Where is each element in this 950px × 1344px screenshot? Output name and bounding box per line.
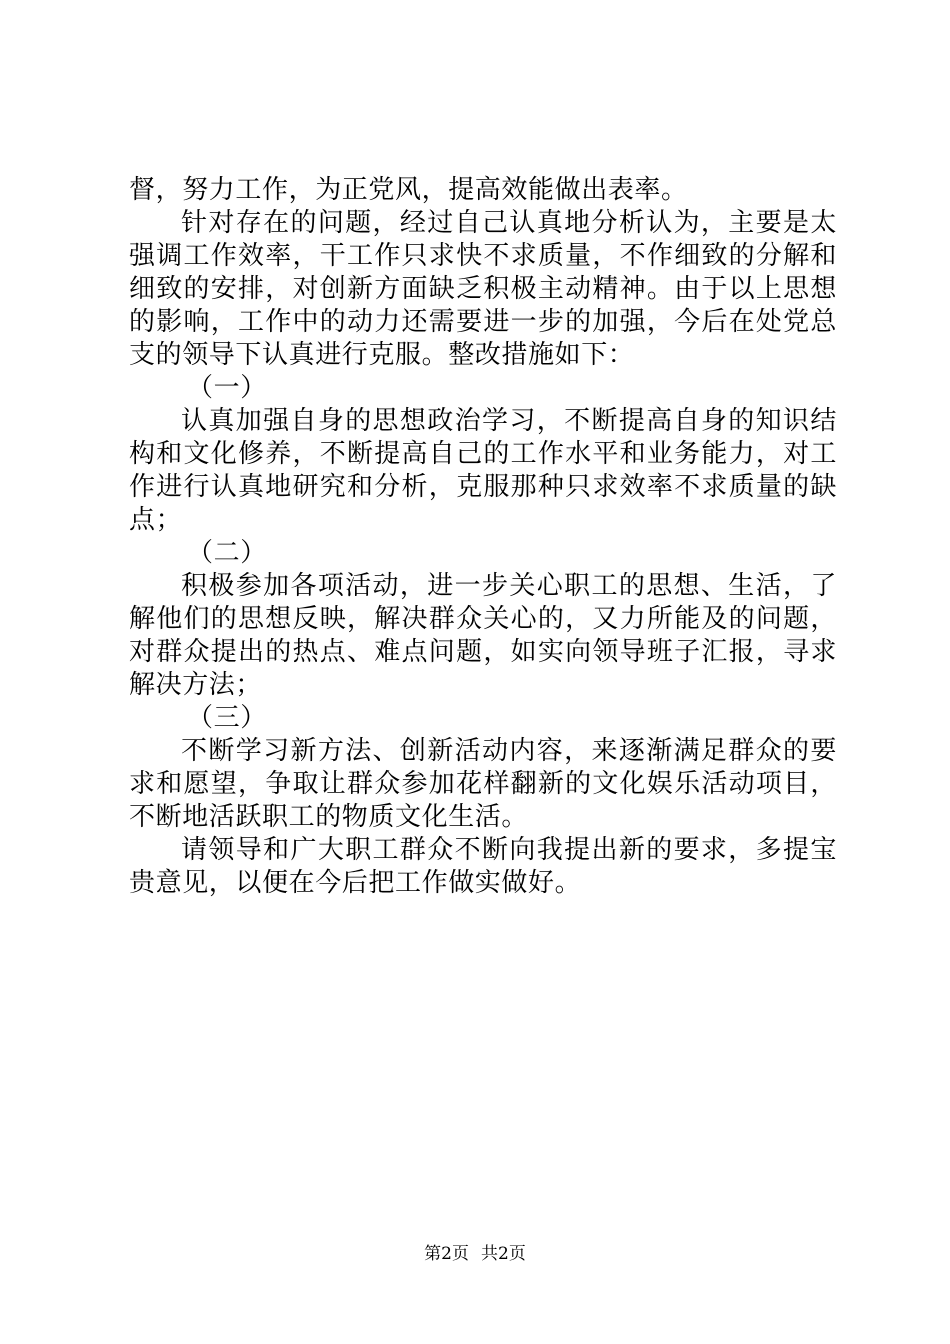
- page-number: 第2页: [424, 1244, 469, 1264]
- section-marker-3: （三）: [187, 703, 267, 733]
- paragraph-measure-2: 积极参加各项活动，进一步关心职工的思想、生活，了解他们的思想反映，解决群众关心的，又力所能及的问题，对群众提出的热点、难点问题，如实向领导班子汇报，寻求解决方法；: [129, 571, 837, 700]
- section-marker-2: （二）: [187, 538, 267, 568]
- paragraph-problem-analysis: 针对存在的问题，经过自己认真地分析认为，主要是太强调工作效率，干工作只求快不求质量，不作细致的分解和细致的安排，对创新方面缺乏积极主动精神。由于以上思想的影响，工作中的动力还需要进一步的加强，今后在处党总支的领导下认真进行克服。整改措施如下：: [129, 208, 837, 370]
- paragraph-measure-1: 认真加强自身的思想政治学习，不断提高自身的知识结构和文化修养，不断提高自己的工作水平和业务能力，对工作进行认真地研究和分析，克服那种只求效率不求质量的缺点；: [129, 406, 837, 535]
- section-marker-1: （一）: [187, 373, 267, 403]
- paragraph-continuation: 督，努力工作，为正党风，提高效能做出表率。: [129, 175, 688, 205]
- paragraph-measure-3: 不断学习新方法、创新活动内容，来逐渐满足群众的要求和愿望，争取让群众参加花样翻新的文化娱乐活动项目，不断地活跃职工的物质文化生活。: [129, 736, 837, 832]
- page-total: 共2页: [481, 1244, 526, 1264]
- page-footer: [0, 1243, 950, 1265]
- document-body: [129, 174, 837, 900]
- paragraph-closing: 请领导和广大职工群众不断向我提出新的要求，多提宝贵意见，以便在今后把工作做实做好。: [129, 835, 837, 898]
